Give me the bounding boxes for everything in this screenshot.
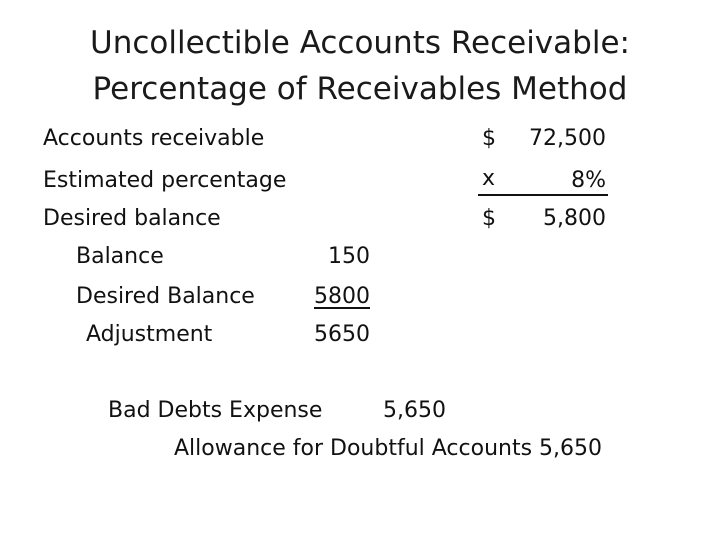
balance-label: Balance bbox=[76, 244, 164, 269]
adjustment-label: Adjustment bbox=[86, 322, 213, 347]
balance-amount: 150 bbox=[328, 244, 370, 269]
journal-debit-account: Bad Debts Expense bbox=[108, 398, 323, 423]
estimated-percentage-label: Estimated percentage bbox=[43, 168, 287, 193]
accounts-receivable-amount: 72,500 bbox=[529, 126, 606, 151]
desired-balance-subtotal-label: Desired Balance bbox=[76, 284, 255, 309]
journal-credit-entry: Allowance for Doubtful Accounts 5,650 bbox=[174, 436, 603, 461]
slide-title-line-2: Percentage of Receivables Method bbox=[92, 71, 628, 107]
accounts-receivable-label: Accounts receivable bbox=[43, 126, 265, 151]
total-rule bbox=[478, 194, 608, 196]
journal-debit-amount: 5,650 bbox=[383, 398, 446, 423]
desired-balance-label: Desired balance bbox=[43, 206, 221, 231]
desired-balance-amount: 5,800 bbox=[543, 206, 606, 231]
multiply-sign: x bbox=[482, 166, 496, 191]
slide-title-line-1: Uncollectible Accounts Receivable: bbox=[90, 25, 630, 61]
desired-balance-subtotal-amount bbox=[300, 286, 370, 308]
desired-balance-subtotal-value: 5800 bbox=[314, 284, 370, 309]
accounts-receivable-currency: $ bbox=[482, 126, 496, 151]
estimated-percentage-amount: 8% bbox=[571, 168, 606, 193]
adjustment-amount: 5650 bbox=[314, 322, 370, 347]
desired-balance-currency: $ bbox=[482, 206, 496, 231]
